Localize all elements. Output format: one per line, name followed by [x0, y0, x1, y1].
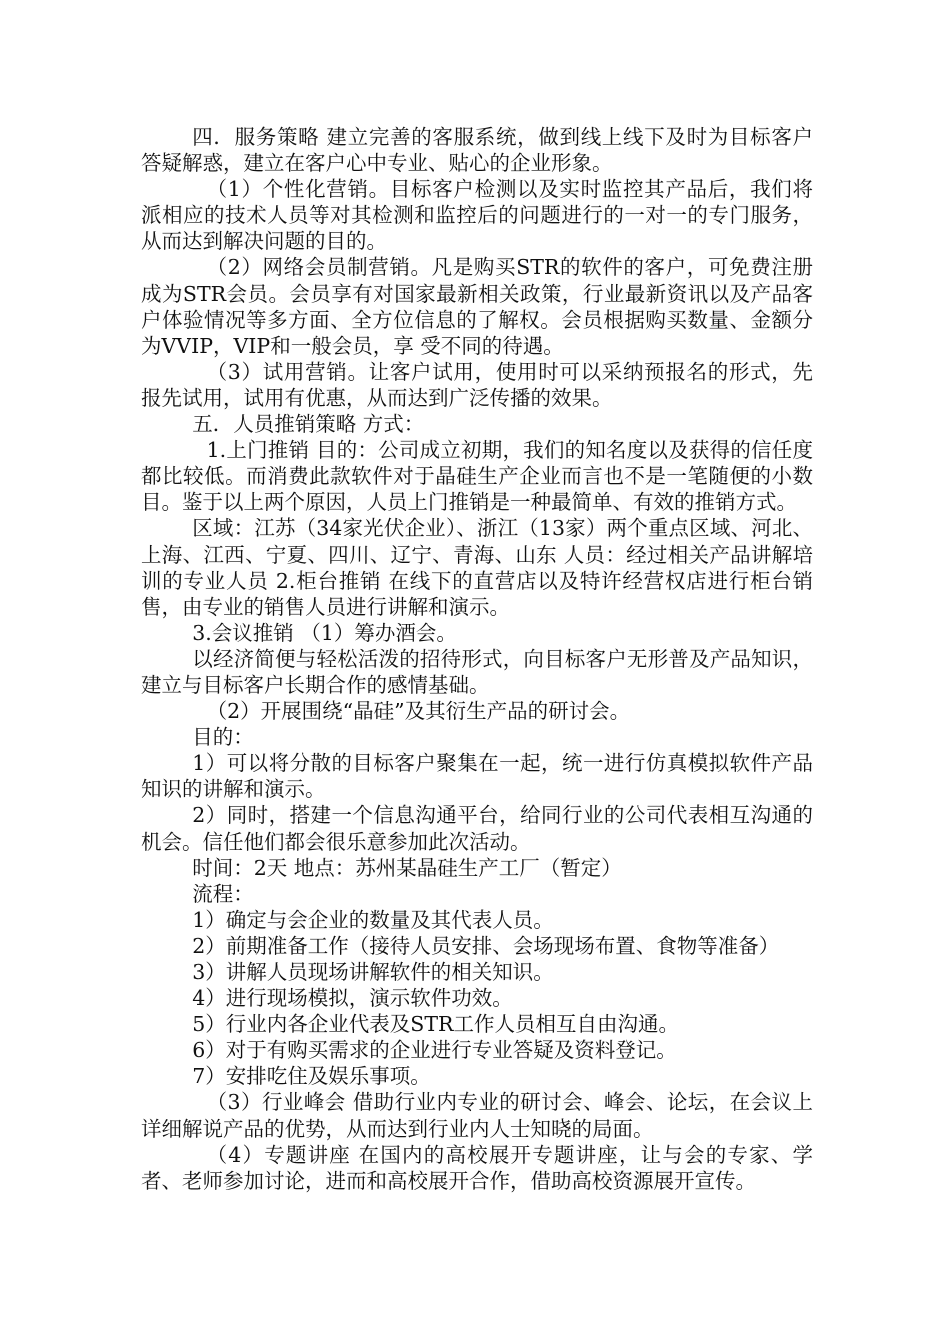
paragraph-seminar: （2）开展围绕“晶硅”及其衍生产品的研讨会。	[206, 699, 631, 724]
paragraph-personalized-marketing: （1）个性化营销。目标客户检测以及实时监控其产品后，我们将派相应的技术人员等对其检测和监控后的问题进行的一对一的专门服务，从而达到解决问题的目的。	[141, 177, 813, 254]
paragraph-door-to-door-selling: 1.上门推销 目的：公司成立初期，我们的知名度以及获得的信任度都比较低。而消费此款软件对于晶硅生产企业而言也不是一笔随便的小数目。鉴于以上两个原因，人员上门推销是一种最简单、有效的推销方式。	[141, 438, 813, 515]
list-item-purpose-2: 2）同时，搭建一个信息沟通平台，给同行业的公司代表相互沟通的机会。信任他们都会很乐意参加此次活动。	[141, 803, 813, 854]
list-item-process-5: 5）行业内各企业代表及STR工作人员相互自由沟通。	[192, 1012, 679, 1037]
list-item-process-6: 6）对于有购买需求的企业进行专业答疑及资料登记。	[192, 1038, 677, 1063]
paragraph-membership-marketing: （2）网络会员制营销。凡是购买STR的软件的客户，可免费注册成为STR会员。会员享有对国家最新相关政策，行业最新资讯以及产品客户体验情况等多方面、全方位信息的了解权。会员根据购买数量、金额分为VVIP，VIP和一般会员，享 受不同的待遇。	[141, 255, 813, 358]
paragraph-conference-selling: 3.会议推销 （1）筹办酒会。	[192, 620, 457, 645]
document-body	[141, 124, 813, 1194]
list-item-process-2: 2）前期准备工作（接待人员安排、会场现场布置、食物等准备）	[192, 933, 780, 958]
paragraph-reception: 以经济简便与轻松活泼的招待形式，向目标客户无形普及产品知识，建立与目标客户长期合作的感情基础。	[141, 646, 813, 697]
paragraph-time-location: 时间：2天 地点：苏州某晶硅生产工厂（暂定）	[192, 855, 622, 880]
paragraph-trial-marketing: （3）试用营销。让客户试用，使用时可以采纳预报名的形式，先报先试用，试用有优惠，从而达到广泛传播的效果。	[141, 359, 813, 410]
paragraph-process-label: 流程：	[192, 881, 254, 906]
paragraph-regions: 区域：江苏（34家光伏企业）、浙江（13家）两个重点区域、河北、上海、江西、宁夏、四川、辽宁、青海、山东 人员：经过相关产品讲解培训的专业人员 2.柜台推销 在线下的直营店以及特许经营权店进行柜台销售，由专业的销售人员进行讲解和演示。	[141, 516, 813, 619]
list-item-purpose-1: 1）可以将分散的目标客户聚集在一起，统一进行仿真模拟软件产品知识的讲解和演示。	[141, 751, 813, 802]
list-item-process-7: 7）安排吃住及娱乐事项。	[192, 1064, 431, 1089]
section-heading-personal-selling: 五．人员推销策略 方式：	[192, 412, 425, 437]
list-item-process-3: 3）讲解人员现场讲解软件的相关知识。	[192, 960, 554, 984]
list-item-process-1: 1）确定与会企业的数量及其代表人员。	[192, 907, 554, 932]
paragraph-industry-summit: （3）行业峰会 借助行业内专业的研讨会、峰会、论坛，在会议上详细解说产品的优势，从而达到行业内人士知晓的局面。	[141, 1090, 813, 1141]
paragraph-special-lectures: （4）专题讲座 在国内的高校展开专题讲座，让与会的专家、学者、老师参加讨论，进而和高校展开合作，借助高校资源展开宣传。	[141, 1142, 813, 1193]
section-heading-service-strategy: 四．服务策略 建立完善的客服系统，做到线上线下及时为目标客户答疑解惑，建立在客户心中专业、贴心的企业形象。	[141, 125, 813, 176]
paragraph-purpose-label: 目的：	[192, 725, 254, 750]
list-item-process-4: 4）进行现场模拟，演示软件功效。	[192, 986, 513, 1011]
